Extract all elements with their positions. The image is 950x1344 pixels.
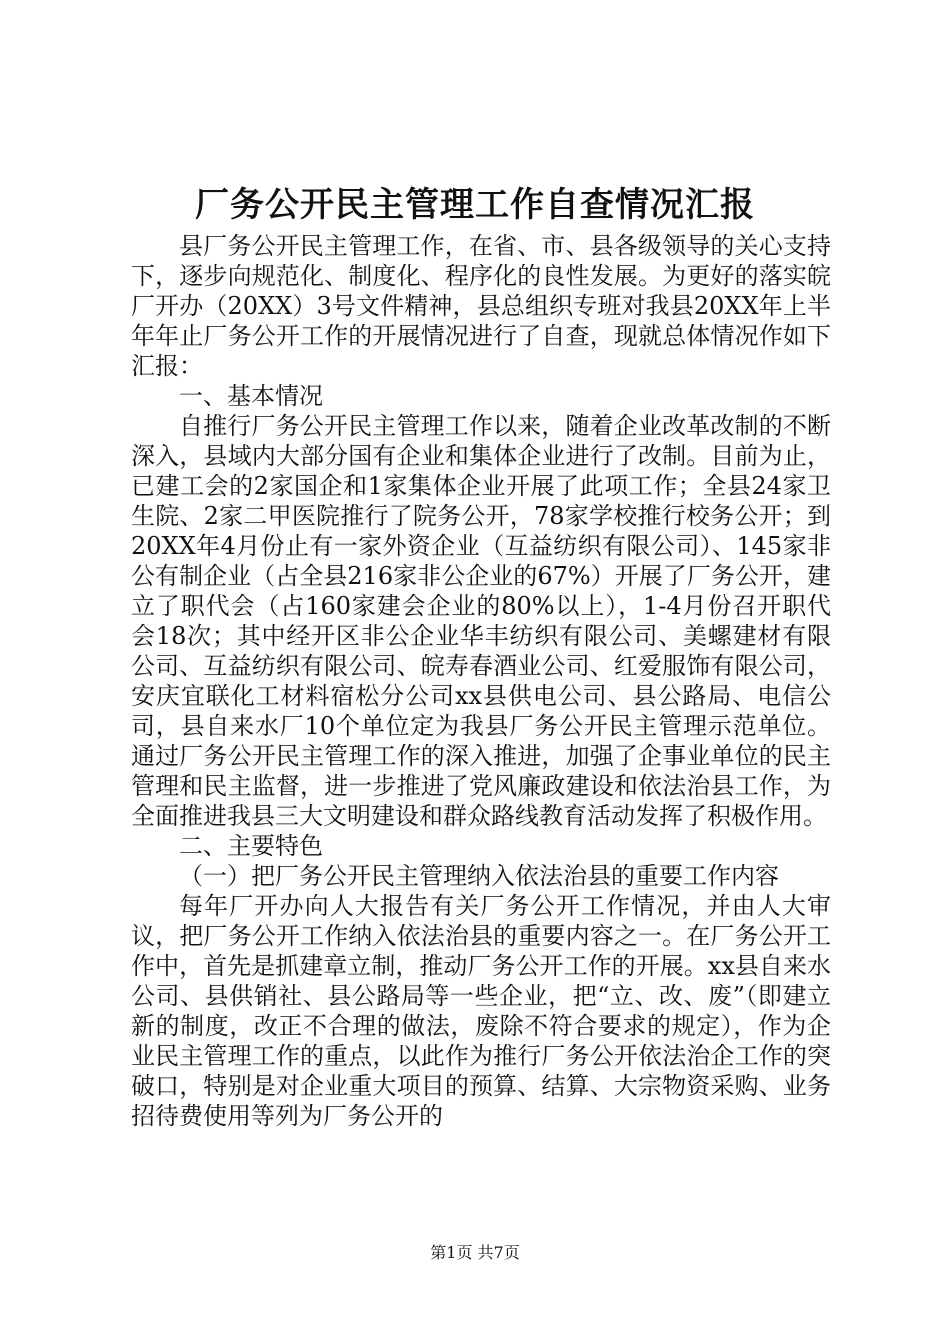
- subsection-heading-1: （一）把厂务公开民主管理纳入依法治县的重要工作内容: [179, 862, 779, 890]
- document-title: 厂务公开民主管理工作自查情况汇报: [195, 185, 755, 225]
- feature-paragraph-1: 每年厂开办向人大报告有关厂务公开工作情况，并由人大审议，把厂务公开工作纳入依法治县的重要内容之一。在厂务公开工作中，首先是抓建章立制，推动厂务公开工作的开展。xx县自来水公司、县供销社、县公路局等一些企业，把“立、改、废”（即建立新的制度，改正不合理的做法，废除不符合要求的规定），作为企业民主管理工作的重点，以此作为推行厂务公开依法治企工作的突破口，特别是对企业重大项目的预算、结算、大宗物资采购、业务招待费使用等列为厂务公开的: [131, 892, 831, 1130]
- page-footer: 第1页 共7页: [430, 1243, 520, 1262]
- section-heading-features: 二、主要特色: [179, 832, 323, 860]
- basic-situation-paragraph: 自推行厂务公开民主管理工作以来，随着企业改革改制的不断深入，县域内大部分国有企业和集体企业进行了改制。目前为止，已建工会的2家国企和1家集体企业开展了此项工作；全县24家卫生院、2家二甲医院推行了院务公开，78家学校推行校务公开；到20XX年4月份止有一家外资企业（互益纺织有限公司）、145家非公有制企业（占全县216家非公企业的67%）开展了厂务公开，建立了职代会（占160家建会企业的80%以上），1-4月份召开职代会18次；其中经开区非公企业华丰纺织有限公司、美螺建材有限公司、互益纺织有限公司、皖寿春酒业公司、红爱服饰有限公司，安庆宜联化工材料宿松分公司xx县供电公司、县公路局、电信公司，县自来水厂10个单位定为我县厂务公开民主管理示范单位。通过厂务公开民主管理工作的深入推进，加强了企事业单位的民主管理和民主监督，进一步推进了党风廉政建设和依法治县工作，为全面推进我县三大文明建设和群众路线教育活动发挥了积极作用。: [131, 412, 831, 830]
- section-heading-basic: 一、基本情况: [179, 382, 323, 410]
- intro-paragraph: 县厂务公开民主管理工作，在省、市、县各级领导的关心支持下，逐步向规范化、制度化、程序化的良性发展。为更好的落实皖厂开办（20XX）3号文件精神，县总组织专班对我县20XX年上半年年止厂务公开工作的开展情况进行了自查，现就总体情况作如下汇报：: [131, 232, 831, 380]
- document-body: [131, 231, 831, 1131]
